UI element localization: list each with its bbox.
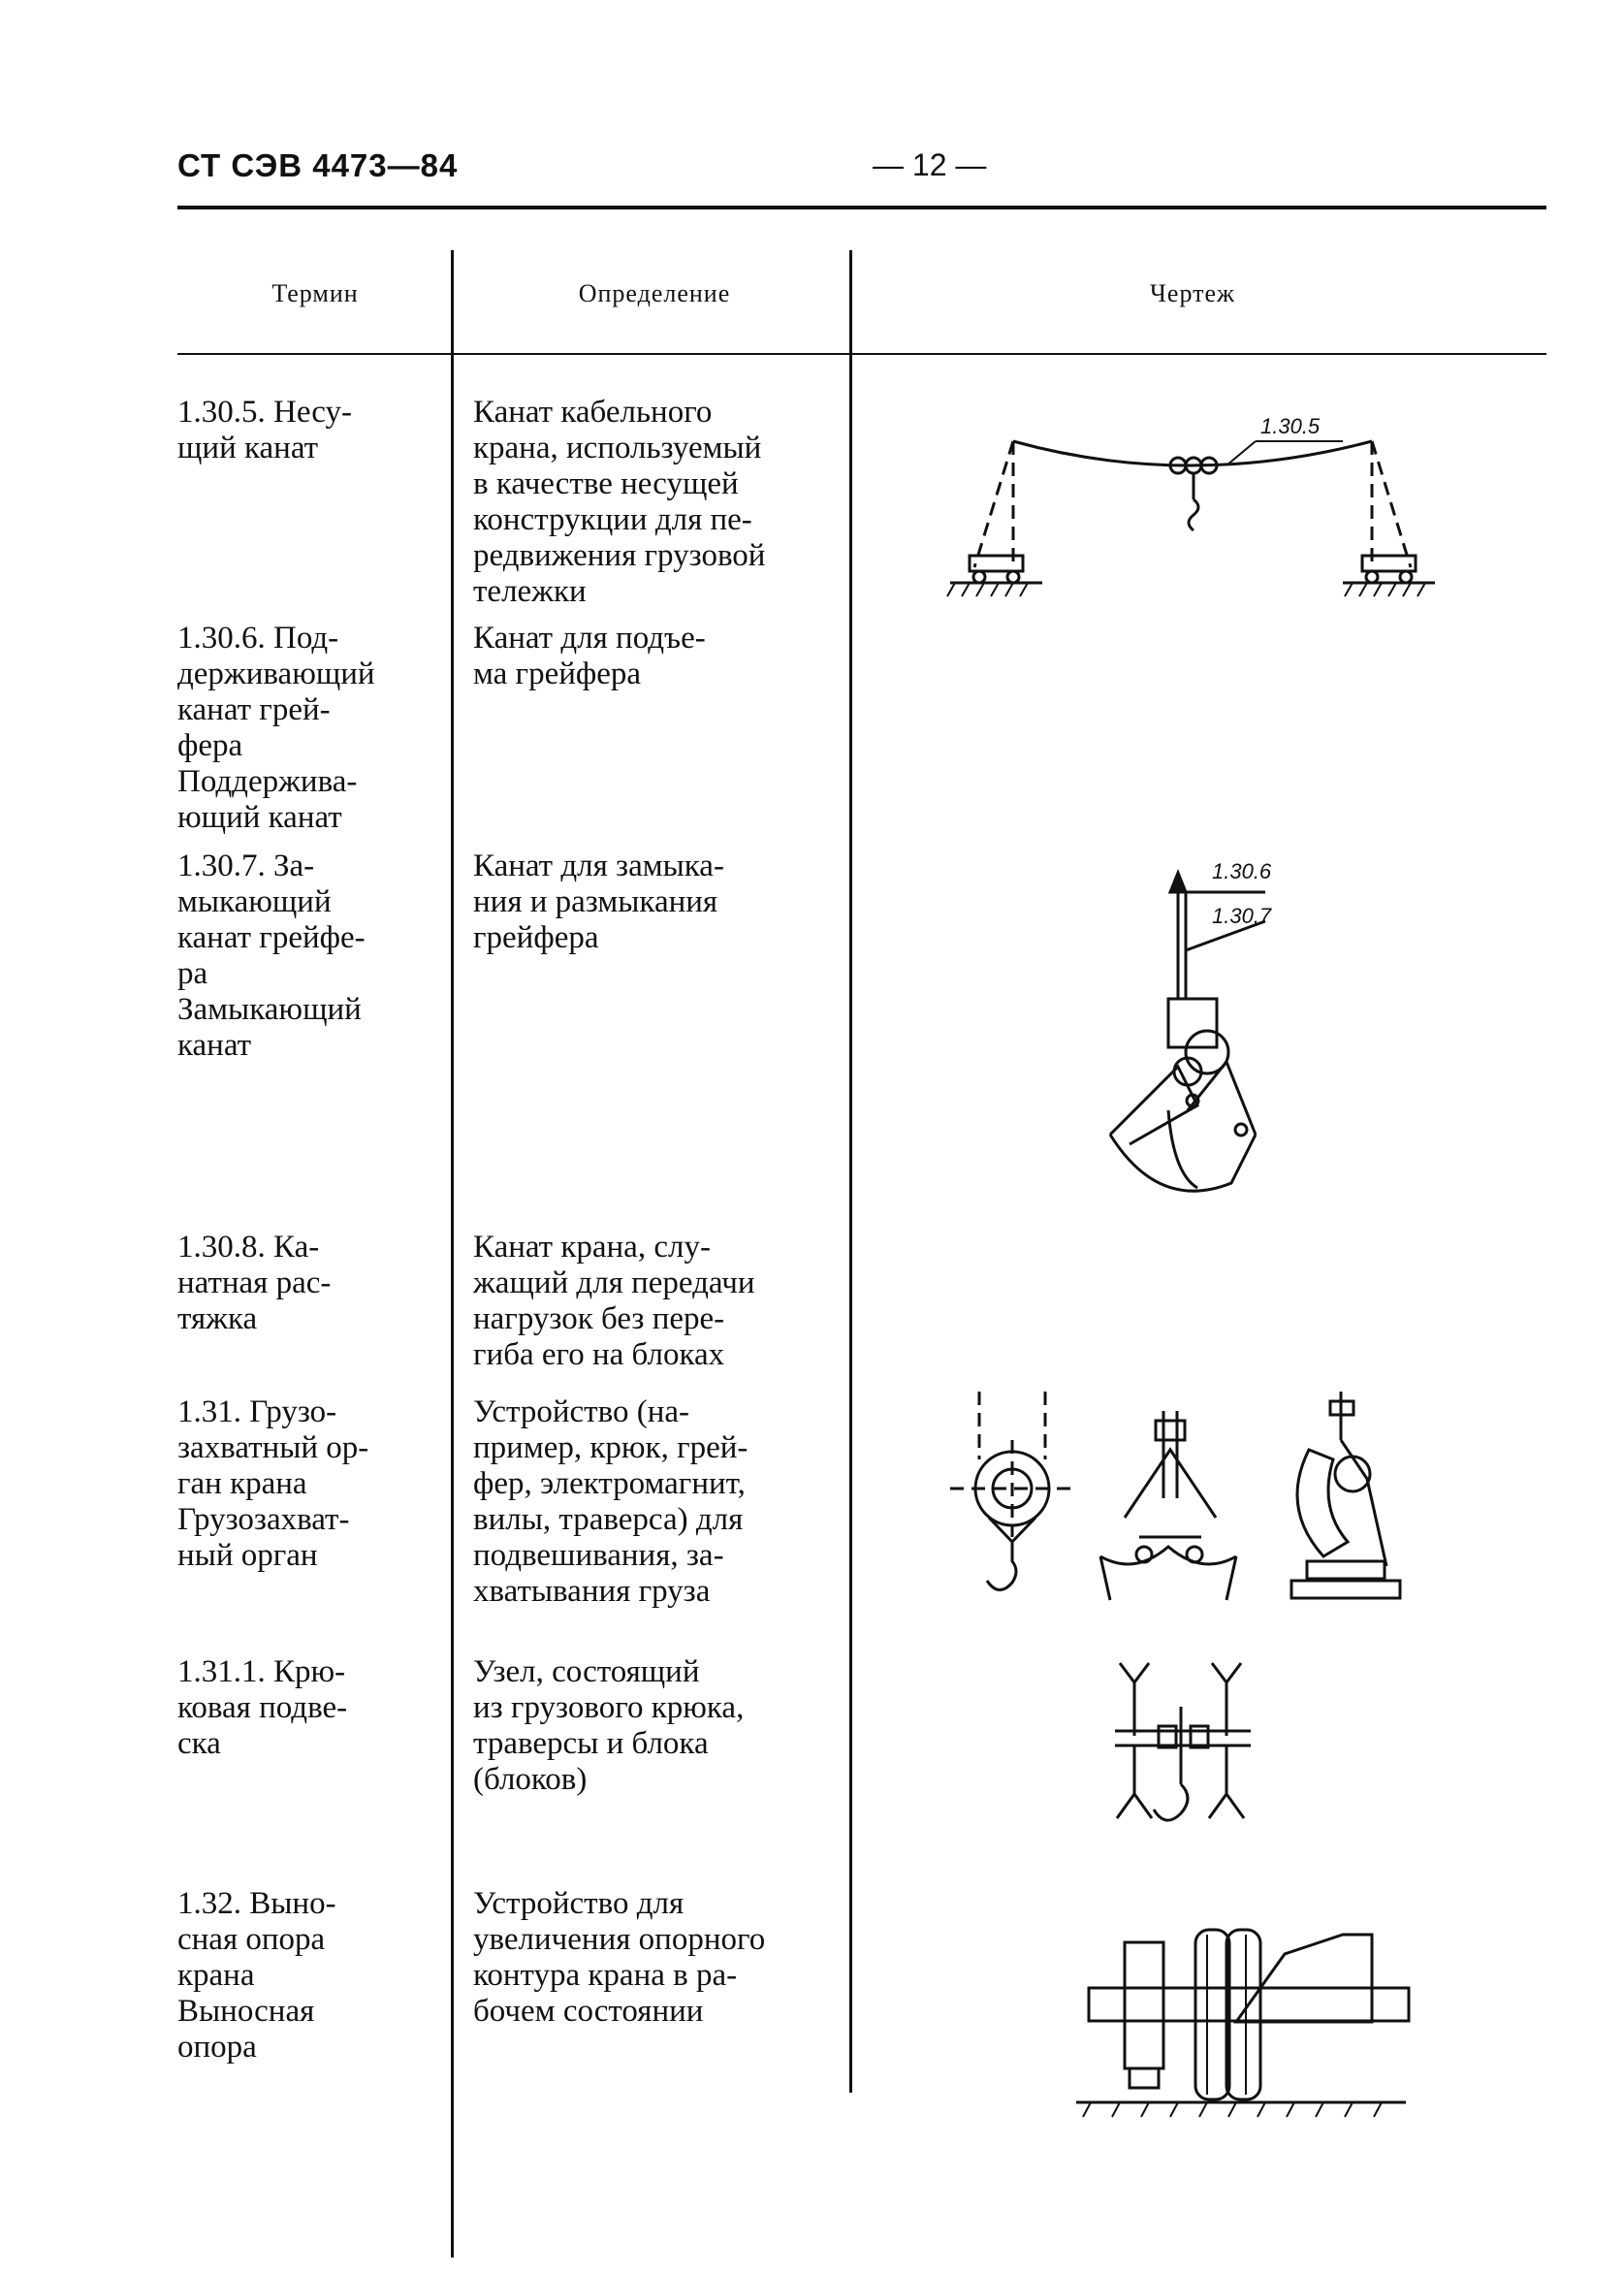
term-1-30-6: 1.30.6. Под- держивающий канат грей- фера Поддержива- ющий канат <box>177 621 375 835</box>
grab-rope-label-1-30-6: 1.30.6 <box>1212 859 1272 883</box>
table-top-rule <box>177 206 1546 209</box>
definition-1-31-1: Узел, состоящий из грузового крюка, траверсы и блока (блоков) <box>473 1654 745 1797</box>
column-divider-2 <box>849 250 852 2093</box>
term-1-30-7: 1.30.7. За- мыкающий канат грейфе- ра Замыкающий канат <box>177 849 366 1063</box>
grab-rope-label-1-30-7: 1.30.7 <box>1212 904 1272 928</box>
term-1-30-8: 1.30.8. Ка- натная рас- тяжка <box>177 1230 332 1336</box>
carrying-rope-drawing <box>936 412 1445 601</box>
definition-1-32: Устройство для увеличения опорного контура крана в ра- бочем состоянии <box>473 1886 766 2029</box>
load-handling-devices-drawing <box>940 1382 1416 1624</box>
column-header-drawing: Чертеж <box>1150 279 1235 307</box>
term-1-31-1: 1.31.1. Крю- ковая подве- ска <box>177 1654 348 1761</box>
grab-ropes-drawing <box>1071 853 1304 1212</box>
term-1-31: 1.31. Грузо- захватный ор- ган крана Грузозахват- ный орган <box>177 1394 369 1573</box>
column-header-definition: Определение <box>578 279 731 307</box>
term-1-32: 1.32. Выно- сная опора крана Выносная опора <box>177 1886 336 2065</box>
definition-1-30-7: Канат для замыка- ния и размыкания грейфера <box>473 849 724 955</box>
term-1-30-5: 1.30.5. Несу- щий канат <box>177 395 353 465</box>
definition-1-30-8: Канат крана, слу- жащий для передачи нагрузок без пере- гиба его на блоках <box>473 1230 755 1372</box>
outrigger-drawing <box>1071 1876 1420 2129</box>
definition-1-31: Устройство (на- пример, крюк, грей- фер, электромагнит, вилы, траверса) для подвешивания, за- хватывания груза <box>473 1394 748 1609</box>
column-divider-1 <box>451 250 454 2258</box>
hook-block-drawing <box>1105 1649 1265 1838</box>
page-number: — 12 — <box>873 147 987 182</box>
table-header-rule <box>177 353 1546 355</box>
definition-1-30-5: Канат кабельного крана, используемый в качестве несущей конструкции для пе- редвижения грузовой тележки <box>473 395 766 609</box>
definition-1-30-6: Канат для подъе- ма грейфера <box>473 621 706 691</box>
column-header-term: Термин <box>271 279 359 307</box>
standard-code: СТ СЭВ 4473—84 <box>177 147 459 183</box>
carrying-rope-label: 1.30.5 <box>1260 414 1321 438</box>
